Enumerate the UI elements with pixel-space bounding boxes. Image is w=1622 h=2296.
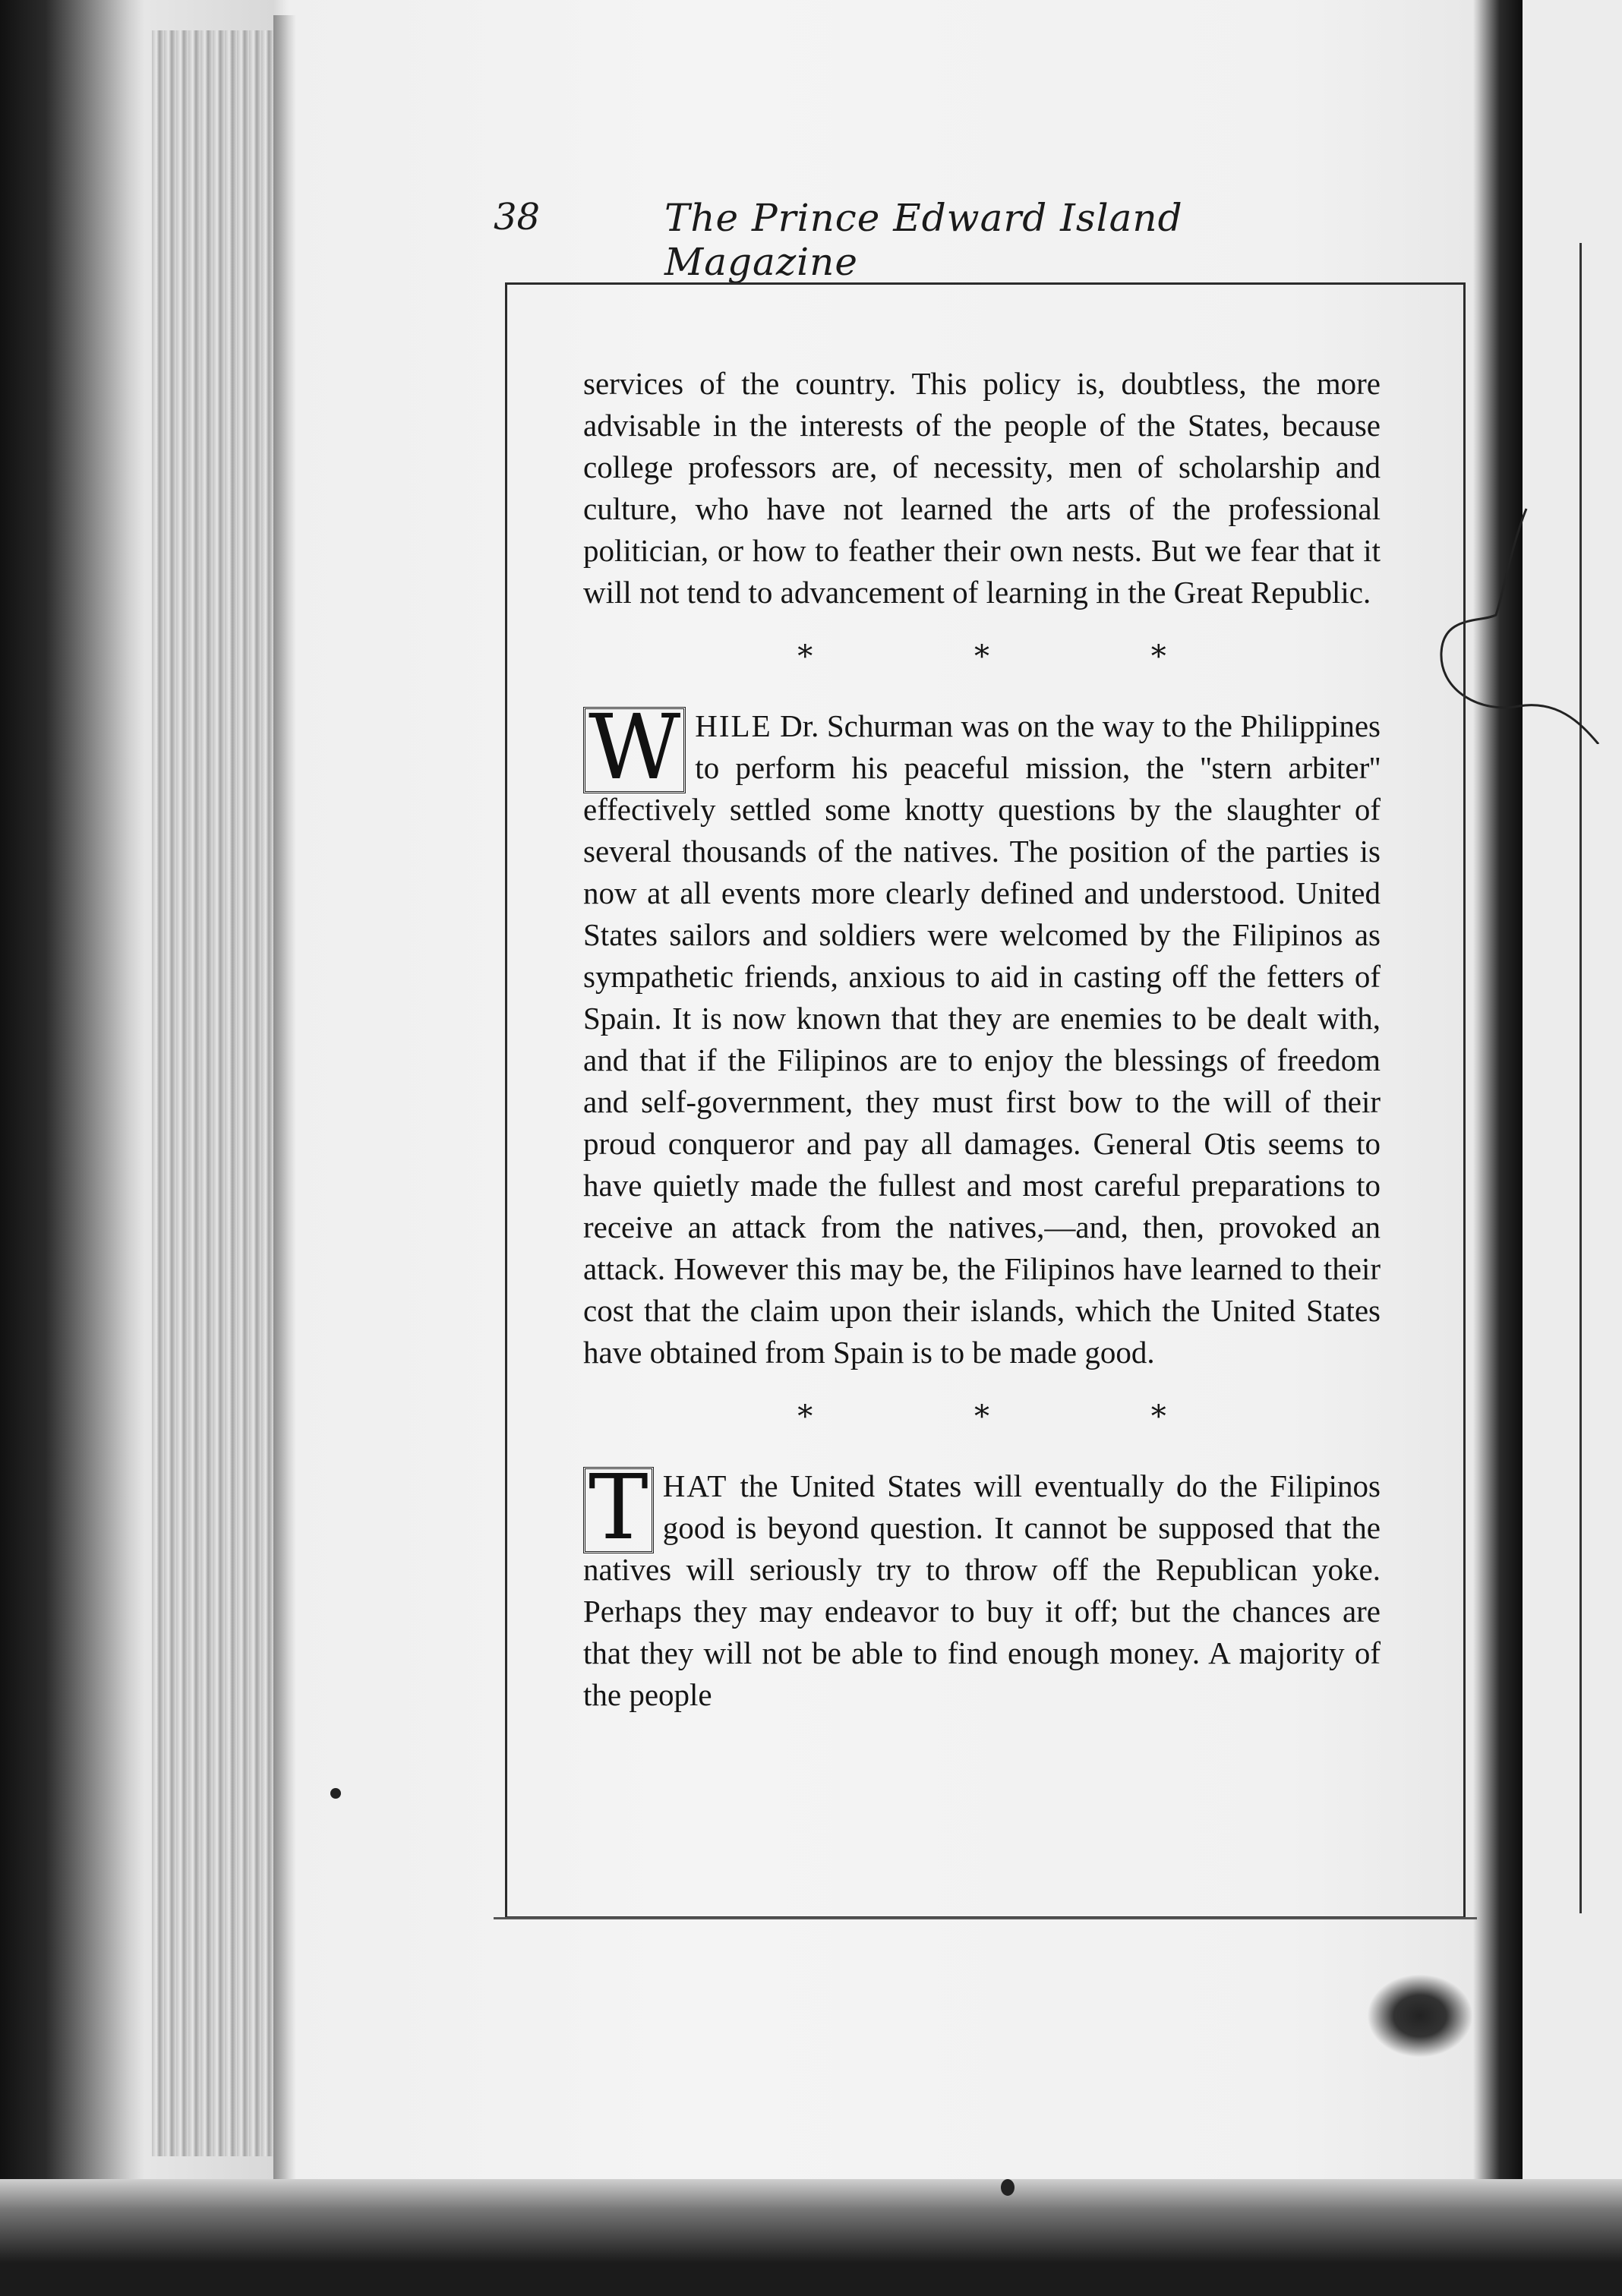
book-binding: [1477, 0, 1523, 2296]
drop-cap: W: [583, 707, 686, 793]
section-divider: * * *: [797, 639, 1242, 674]
ink-stain: [1367, 1974, 1473, 2058]
scan-bottom-edge: [0, 2179, 1622, 2296]
paragraph-3: [583, 1455, 1381, 1716]
paragraph-2: [583, 695, 1381, 1374]
text-frame-rule: [494, 1917, 1477, 1919]
book-page-edges: [152, 30, 273, 2156]
lead-in-caps: HAT: [662, 1468, 728, 1503]
facing-page-frame: [1579, 243, 1622, 1913]
running-title: The Prince Edward Island Magazine: [664, 196, 1183, 284]
gutter-shadow: [273, 15, 296, 2179]
paragraph-1: services of the country. This policy is, doubtless, the more advisable in the interests of the people of the States, because college professors are, of necessity, men of scholarship and culture, who have not learned the arts of the professional politician, or how to feather their own nests. But we fear that it will not tend to advancement of learning in the Great Republic.: [583, 366, 1381, 610]
drop-cap: T: [583, 1467, 654, 1553]
lead-in-caps: HILE: [695, 708, 772, 743]
page-header: [494, 196, 1367, 284]
stray-ink-dot: [1001, 2179, 1015, 2196]
section-divider: * * *: [797, 1399, 1242, 1434]
paragraph-text: the United States will eventually do the Filipinos good is beyond question. It cannot be supposed that the natives will seriously try to throw off the Republican yoke. Perhaps they may endeavor to buy it off; but the chances are that they will not be able to find enough money. A majority of the people: [583, 1468, 1381, 1712]
article-body: [583, 363, 1381, 1716]
paragraph-text: Dr. Schurman was on the way to the Philippines to perform his peaceful mission, the ''stern arbiter'' effectively settled some knotty questions by the slaughter of several thousands of the natives. The position of the parties is now at all events more clearly defined and understood. United States sailors and soldiers were welcomed by the Filipinos as sympathetic friends, anxious to aid in casting off the fetters of Spain. It is now known that they are enemies to be dealt with, and that if the Filipinos are to enjoy the blessings of freedom and self-government, they must first bow to the will of their proud conqueror and pay all damages. General Otis seems to have quietly made the fullest and most careful preparations to receive an attack from the natives,—and, then, provoked an attack. However this may be, the Filipinos have learned to their cost that the claim upon their islands, which the United States have obtained from Spain is to be made good.: [583, 708, 1381, 1370]
page-number: 38: [494, 196, 541, 238]
stray-ink-dot: [330, 1788, 341, 1799]
